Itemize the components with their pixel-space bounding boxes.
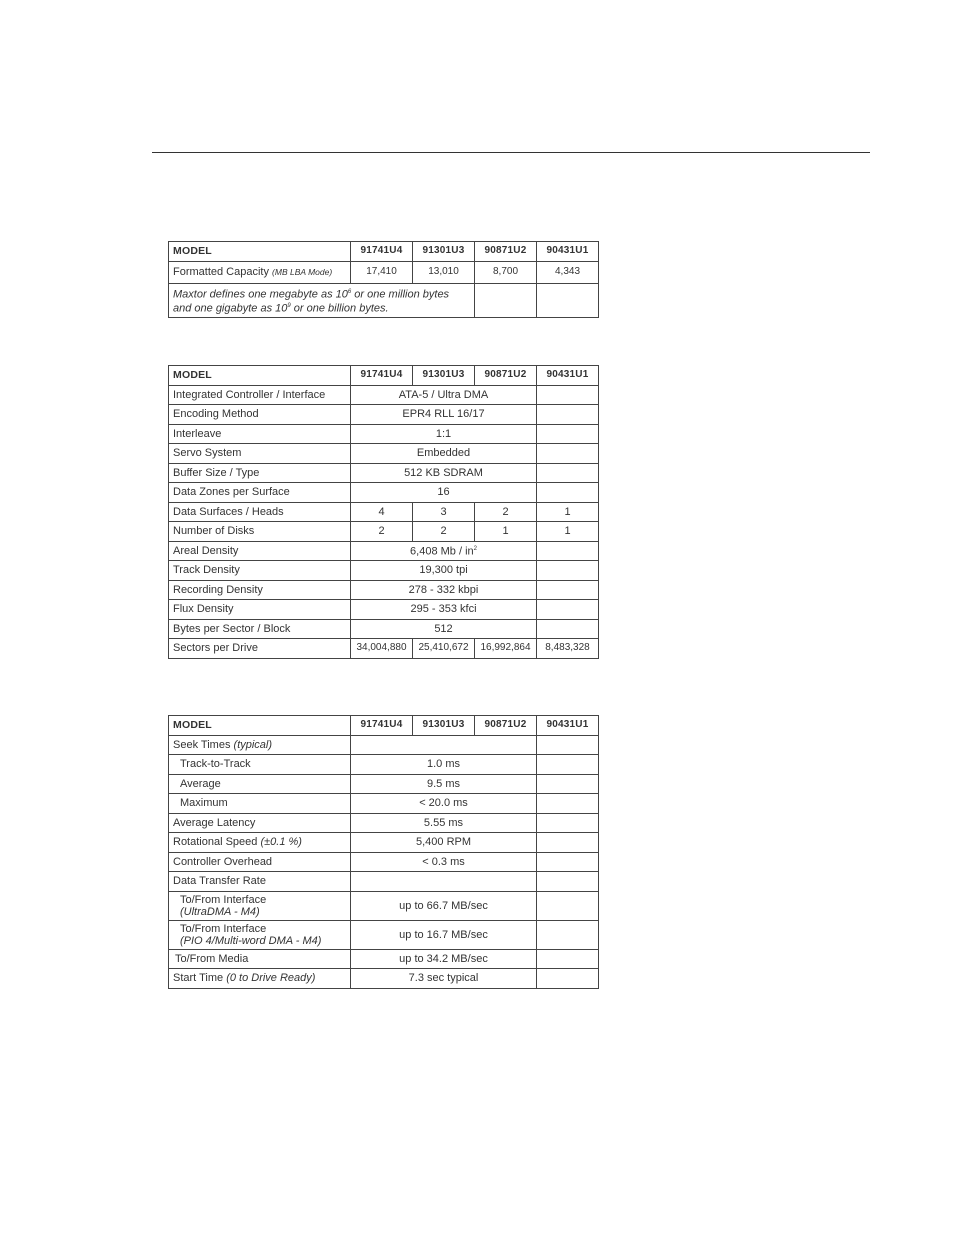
rpm-label-note: (±0.1 %) bbox=[260, 836, 302, 849]
cell-value: 1 bbox=[537, 522, 599, 542]
cell-value: 5.55 ms bbox=[351, 813, 537, 833]
cell-value: 4,343 bbox=[537, 261, 599, 283]
capacity-footnote bbox=[169, 283, 475, 317]
table-row bbox=[169, 852, 599, 872]
table-row bbox=[169, 755, 599, 775]
row-label: To/From Media bbox=[169, 949, 351, 969]
cell-value: 8,700 bbox=[475, 261, 537, 283]
empty-cell bbox=[537, 794, 599, 814]
row-label: Data Transfer Rate bbox=[169, 872, 351, 892]
row-label: Track Density bbox=[169, 561, 351, 581]
cell-value: 2 bbox=[475, 502, 537, 522]
cell-value: 16 bbox=[351, 483, 537, 503]
table-row bbox=[169, 502, 599, 522]
note-exponent: 9 bbox=[287, 303, 291, 310]
empty-cell bbox=[537, 463, 599, 483]
model-name: 91741U4 bbox=[351, 366, 413, 386]
areal-exponent: 2 bbox=[473, 546, 477, 553]
cell-value: 7.3 sec typical bbox=[351, 969, 537, 989]
row-label: Number of Disks bbox=[169, 522, 351, 542]
note-text: or one million bytes and one gigabyte as 10 bbox=[173, 288, 450, 315]
cell-value: 512 KB SDRAM bbox=[351, 463, 537, 483]
empty-cell bbox=[537, 852, 599, 872]
table-header-row bbox=[169, 366, 599, 386]
table-row bbox=[169, 561, 599, 581]
row-label: Maximum bbox=[169, 794, 351, 814]
row-label bbox=[169, 735, 351, 755]
cell-value: up to 66.7 MB/sec bbox=[351, 891, 537, 920]
table-row bbox=[169, 969, 599, 989]
empty-cell bbox=[537, 920, 599, 949]
model-name: 90431U1 bbox=[537, 242, 599, 262]
row-label: Recording Density bbox=[169, 580, 351, 600]
table-row bbox=[169, 639, 599, 659]
empty-cell bbox=[537, 541, 599, 561]
row-label bbox=[169, 969, 351, 989]
empty-cell bbox=[537, 969, 599, 989]
note-text: Maxtor defines one megabyte as 10 bbox=[173, 288, 348, 301]
table-row bbox=[169, 283, 599, 317]
cell-value: < 20.0 ms bbox=[351, 794, 537, 814]
cell-value bbox=[351, 541, 537, 561]
table-row bbox=[169, 463, 599, 483]
udma-label: To/From Interface bbox=[180, 893, 267, 906]
table-row bbox=[169, 794, 599, 814]
row-label: Average Latency bbox=[169, 813, 351, 833]
cell-value: 25,410,672 bbox=[413, 639, 475, 659]
rpm-label: Rotational Speed bbox=[173, 836, 258, 849]
empty-cell bbox=[475, 283, 537, 317]
start-label-note: (0 to Drive Ready) bbox=[226, 972, 316, 985]
table-row bbox=[169, 600, 599, 620]
seek-label-note: (typical) bbox=[233, 738, 273, 751]
model-header: MODEL bbox=[169, 716, 351, 736]
model-name: 91301U3 bbox=[413, 366, 475, 386]
table-row bbox=[169, 619, 599, 639]
empty-cell bbox=[537, 619, 599, 639]
cell-value: 16,992,864 bbox=[475, 639, 537, 659]
start-label: Start Time bbox=[173, 972, 224, 985]
cell-value: 8,483,328 bbox=[537, 639, 599, 659]
empty-cell bbox=[537, 444, 599, 464]
empty-cell bbox=[351, 735, 537, 755]
cell-value: 512 bbox=[351, 619, 537, 639]
cell-value: 17,410 bbox=[351, 261, 413, 283]
row-label: Average bbox=[169, 774, 351, 794]
row-label: Servo System bbox=[169, 444, 351, 464]
table-row bbox=[169, 891, 599, 920]
note-text: or one billion bytes. bbox=[290, 302, 389, 315]
model-name: 90431U1 bbox=[537, 366, 599, 386]
cell-value: 1.0 ms bbox=[351, 755, 537, 775]
empty-cell bbox=[537, 283, 599, 317]
capacity-label-note: (MB LBA Mode) bbox=[272, 267, 333, 277]
cell-value: ATA-5 / Ultra DMA bbox=[351, 385, 537, 405]
cell-value: EPR4 RLL 16/17 bbox=[351, 405, 537, 425]
empty-cell bbox=[537, 813, 599, 833]
model-name: 90871U2 bbox=[475, 242, 537, 262]
table-row bbox=[169, 833, 599, 853]
cell-value: < 0.3 ms bbox=[351, 852, 537, 872]
row-label: Data Surfaces / Heads bbox=[169, 502, 351, 522]
table-row bbox=[169, 522, 599, 542]
model-name: 90871U2 bbox=[475, 366, 537, 386]
table-row bbox=[169, 405, 599, 425]
cell-value: Embedded bbox=[351, 444, 537, 464]
empty-cell bbox=[537, 735, 599, 755]
note-exponent: 6 bbox=[347, 288, 352, 295]
udma-label-note: (UltraDMA - M4) bbox=[180, 905, 260, 918]
empty-cell bbox=[537, 580, 599, 600]
model-header: MODEL bbox=[169, 366, 351, 386]
cell-value: 1 bbox=[537, 502, 599, 522]
empty-cell bbox=[537, 424, 599, 444]
table-header-row bbox=[169, 716, 599, 736]
cell-value: 1 bbox=[475, 522, 537, 542]
seek-label: Seek Times bbox=[173, 738, 231, 751]
table-row bbox=[169, 920, 599, 949]
cell-value: 2 bbox=[351, 522, 413, 542]
empty-cell bbox=[537, 872, 599, 892]
row-label bbox=[169, 891, 351, 920]
row-label: Sectors per Drive bbox=[169, 639, 351, 659]
table-row bbox=[169, 444, 599, 464]
cell-value: 4 bbox=[351, 502, 413, 522]
row-label: Areal Density bbox=[169, 541, 351, 561]
model-header: MODEL bbox=[169, 242, 351, 262]
model-name: 90431U1 bbox=[537, 716, 599, 736]
empty-cell bbox=[351, 872, 537, 892]
cell-value: 13,010 bbox=[413, 261, 475, 283]
table-row bbox=[169, 424, 599, 444]
table-row bbox=[169, 872, 599, 892]
table-row bbox=[169, 261, 599, 283]
cell-value: 1:1 bbox=[351, 424, 537, 444]
cell-value: 295 - 353 kfci bbox=[351, 600, 537, 620]
model-name: 91301U3 bbox=[413, 242, 475, 262]
row-label bbox=[169, 833, 351, 853]
table-row bbox=[169, 735, 599, 755]
row-label: Data Zones per Surface bbox=[169, 483, 351, 503]
capacity-label: Formatted Capacity bbox=[173, 266, 269, 278]
table-row bbox=[169, 541, 599, 561]
row-label: Controller Overhead bbox=[169, 852, 351, 872]
model-name: 91741U4 bbox=[351, 716, 413, 736]
row-label: Buffer Size / Type bbox=[169, 463, 351, 483]
capacity-table bbox=[168, 241, 599, 318]
model-name: 91301U3 bbox=[413, 716, 475, 736]
table-row bbox=[169, 774, 599, 794]
pio-label-note: (PIO 4/Multi-word DMA - M4) bbox=[180, 934, 322, 947]
empty-cell bbox=[537, 385, 599, 405]
table-row bbox=[169, 813, 599, 833]
model-name: 91741U4 bbox=[351, 242, 413, 262]
specifications-table bbox=[168, 365, 599, 659]
empty-cell bbox=[537, 600, 599, 620]
empty-cell bbox=[537, 755, 599, 775]
table-row bbox=[169, 580, 599, 600]
cell-value: up to 34.2 MB/sec bbox=[351, 949, 537, 969]
performance-table bbox=[168, 715, 599, 989]
table-header-row bbox=[169, 242, 599, 262]
empty-cell bbox=[537, 483, 599, 503]
cell-value: 34,004,880 bbox=[351, 639, 413, 659]
pio-label: To/From Interface bbox=[180, 922, 267, 935]
table-row bbox=[169, 949, 599, 969]
empty-cell bbox=[537, 405, 599, 425]
row-label: Integrated Controller / Interface bbox=[169, 385, 351, 405]
cell-value: 278 - 332 kbpi bbox=[351, 580, 537, 600]
areal-value: 6,408 Mb / in bbox=[410, 546, 474, 559]
row-label: Flux Density bbox=[169, 600, 351, 620]
row-label: Interleave bbox=[169, 424, 351, 444]
cell-value: 5,400 RPM bbox=[351, 833, 537, 853]
row-label bbox=[169, 920, 351, 949]
cell-value: 19,300 tpi bbox=[351, 561, 537, 581]
row-label: Encoding Method bbox=[169, 405, 351, 425]
cell-value: up to 16.7 MB/sec bbox=[351, 920, 537, 949]
row-label bbox=[169, 261, 351, 283]
cell-value: 9.5 ms bbox=[351, 774, 537, 794]
empty-cell bbox=[537, 833, 599, 853]
table-row bbox=[169, 483, 599, 503]
empty-cell bbox=[537, 891, 599, 920]
table-row bbox=[169, 385, 599, 405]
row-label: Track-to-Track bbox=[169, 755, 351, 775]
empty-cell bbox=[537, 949, 599, 969]
model-name: 90871U2 bbox=[475, 716, 537, 736]
cell-value: 2 bbox=[413, 522, 475, 542]
empty-cell bbox=[537, 561, 599, 581]
row-label: Bytes per Sector / Block bbox=[169, 619, 351, 639]
cell-value: 3 bbox=[413, 502, 475, 522]
empty-cell bbox=[537, 774, 599, 794]
header-rule bbox=[152, 152, 870, 153]
